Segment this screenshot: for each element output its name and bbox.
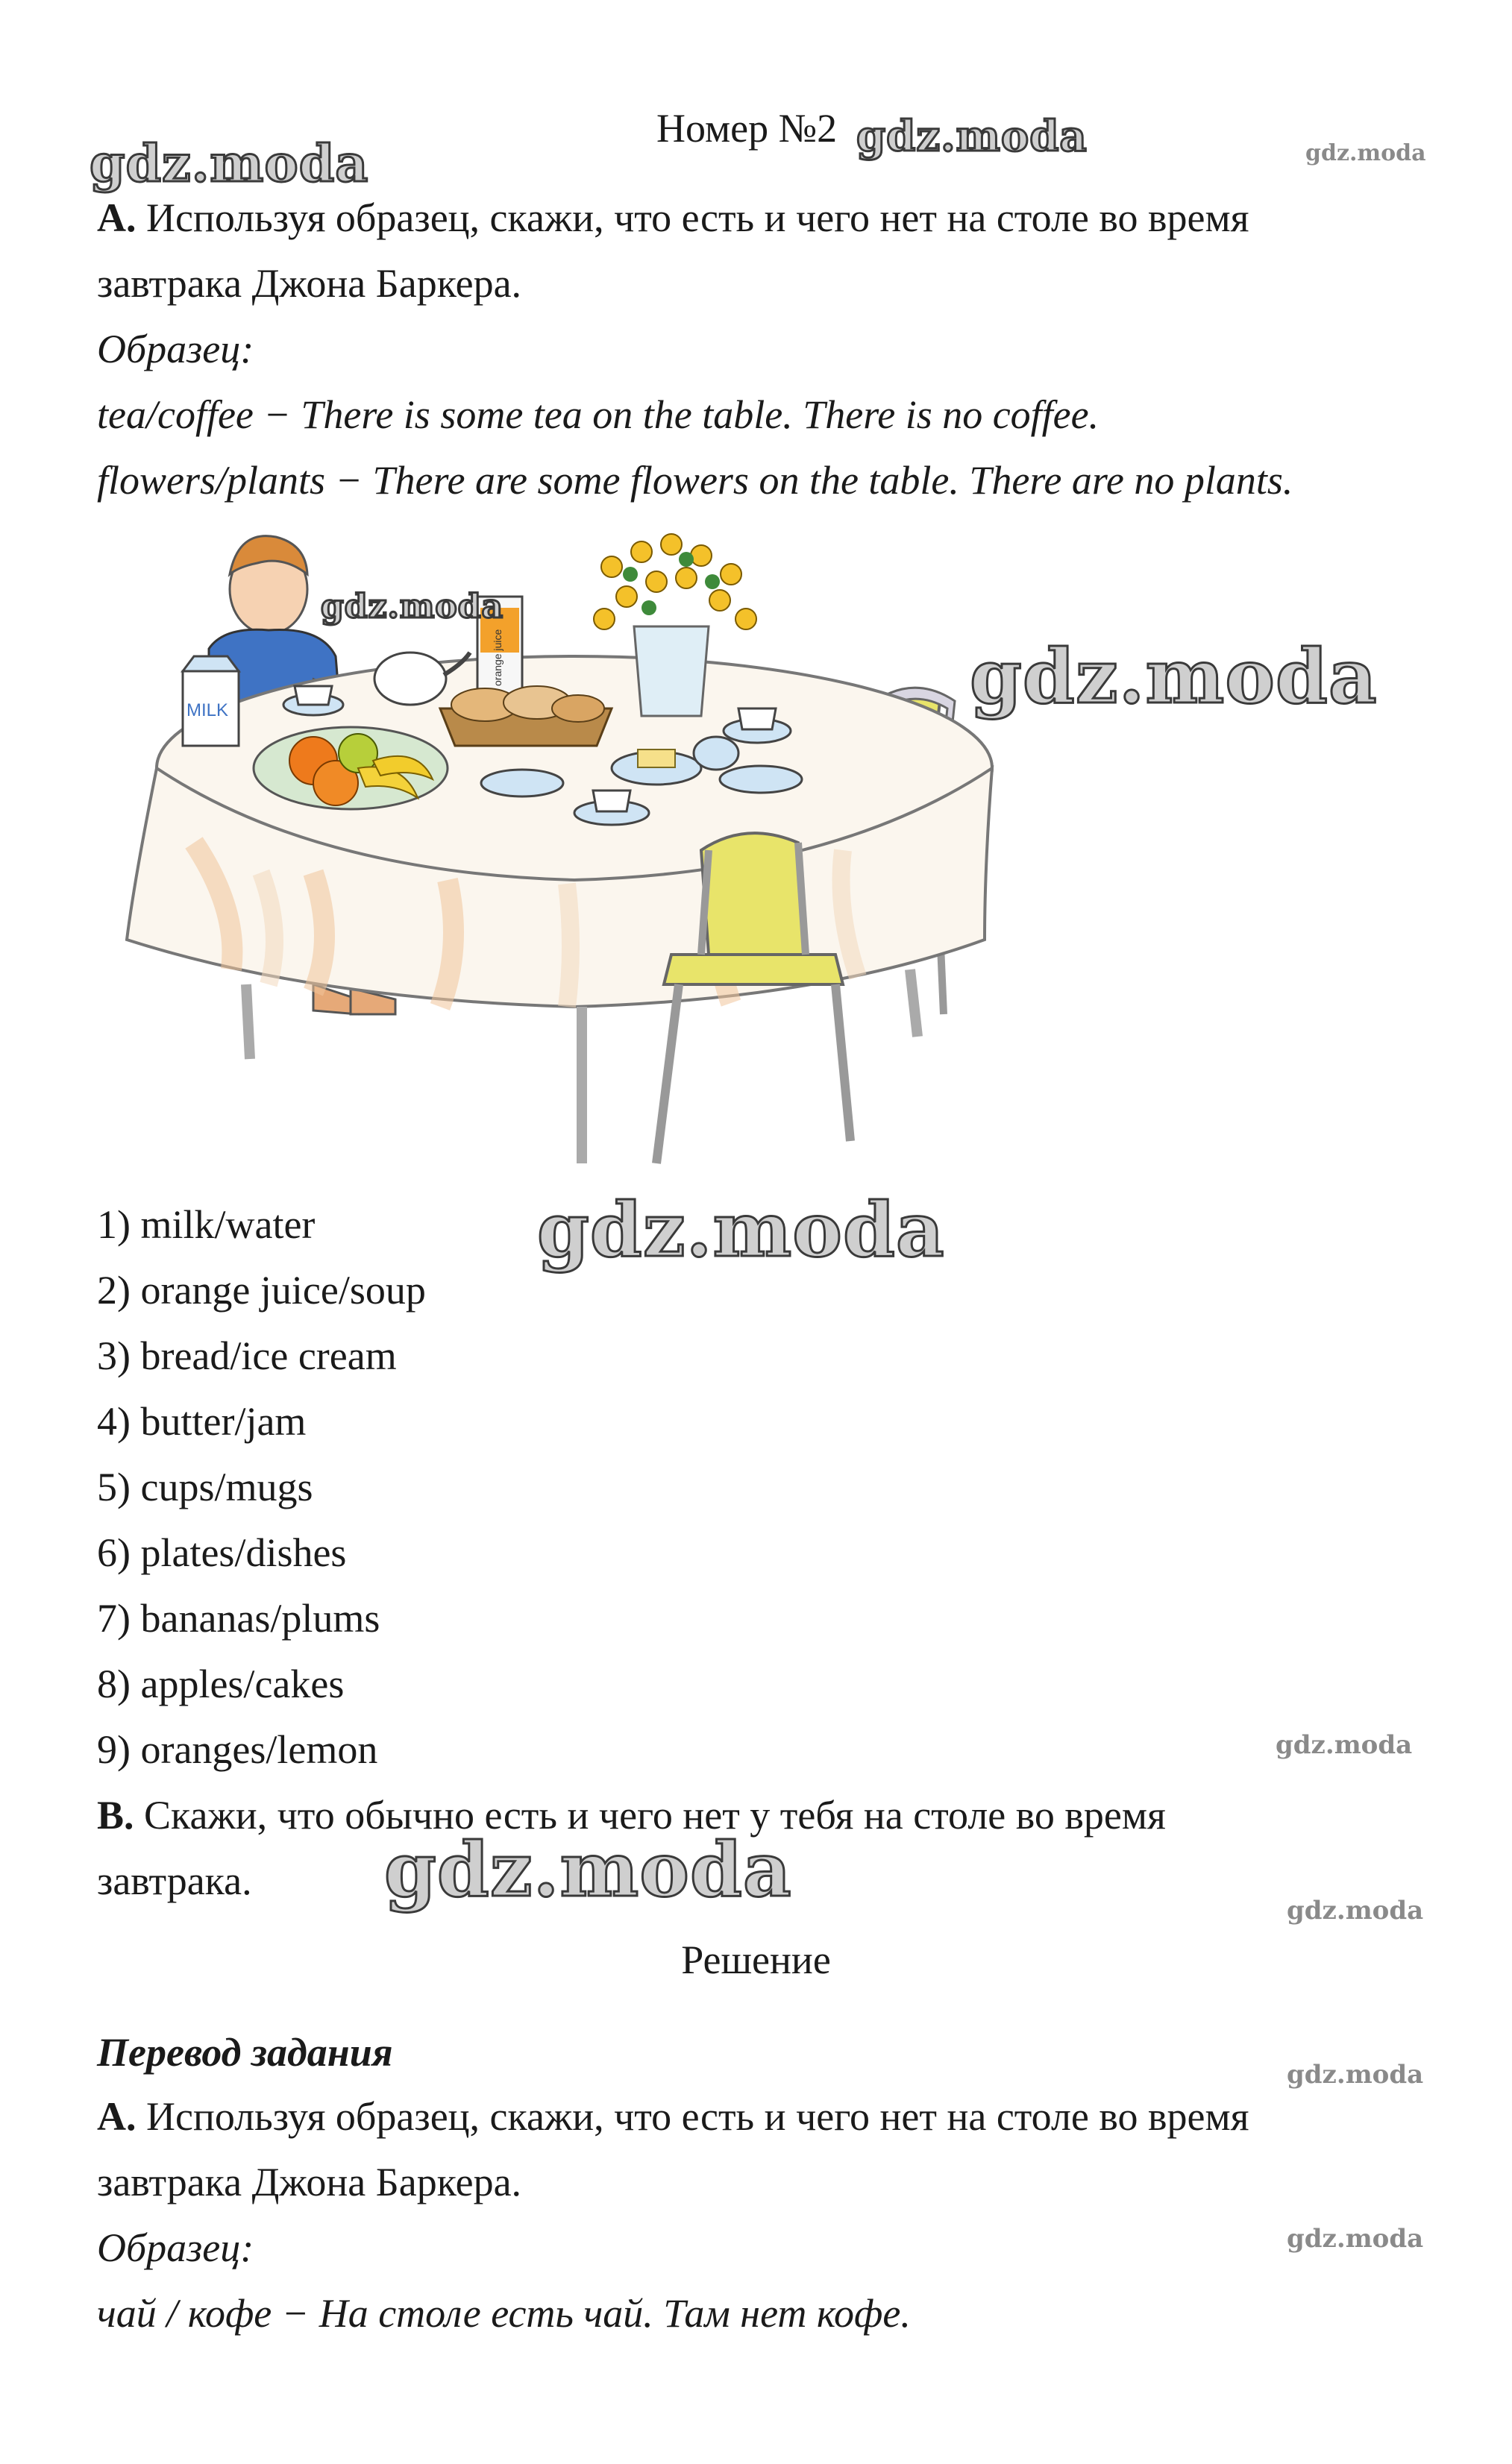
- task-b-line2: завтрака.: [97, 1858, 252, 1903]
- sample-line-2: flowers/plants − There are some flowers on the table. There are no plants.: [97, 458, 1293, 503]
- list-item: 6) plates/dishes: [97, 1530, 347, 1575]
- translation-label: А.: [97, 2094, 137, 2139]
- translation-sample-1: чай / кофе − На столе есть чай. Там нет кофе.: [97, 2291, 911, 2336]
- watermark: gdz.moda: [1276, 1730, 1413, 1760]
- task-a-line2: завтрака Джона Баркера.: [97, 261, 522, 306]
- translation-line1: [97, 2093, 1249, 2140]
- watermark: gdz.moda: [856, 112, 1088, 161]
- sample-label: Образец:: [97, 327, 254, 371]
- watermark: gdz.moda: [1305, 140, 1426, 166]
- watermark: gdz.moda: [537, 1186, 945, 1274]
- task-a-label: А.: [97, 195, 137, 240]
- translation-heading: Перевод задания: [97, 2030, 393, 2075]
- breakfast-table-illustration: [90, 522, 1029, 1178]
- list-item: 4) butter/jam: [97, 1399, 307, 1444]
- milk-carton: [183, 656, 239, 746]
- task-b-label: B.: [97, 1793, 134, 1838]
- list-item: 7) bananas/plums: [97, 1596, 380, 1641]
- translation-line2: завтрака Джона Баркера.: [97, 2160, 522, 2204]
- watermark: gdz.moda: [384, 1826, 792, 1914]
- watermark: gdz.moda: [90, 134, 369, 194]
- page-title: Номер №2: [656, 106, 838, 151]
- task-a-line1: [97, 194, 1249, 242]
- task-b-text: Скажи, что обычно есть и чего нет у тебя на столе во время: [144, 1793, 1166, 1838]
- list-item: 5) cups/mugs: [97, 1465, 313, 1509]
- milk-label: MILK: [186, 700, 229, 720]
- list-item: 1) milk/water: [97, 1202, 316, 1247]
- task-a-text: Используя образец, скажи, что есть и чего нет на столе во время: [146, 195, 1249, 240]
- list-item: 9) oranges/lemon: [97, 1727, 378, 1772]
- solution-heading: Решение: [681, 1937, 831, 1982]
- watermark: gdz.moda: [321, 588, 504, 626]
- juice-label: orange juice: [492, 629, 504, 686]
- watermark: gdz.moda: [1287, 1896, 1424, 1926]
- bread-basket: [440, 686, 612, 746]
- list-item: 2) orange juice/soup: [97, 1268, 426, 1313]
- sample-line-1: tea/coffee − There is some tea on the table. There is no coffee.: [97, 392, 1100, 437]
- watermark: gdz.moda: [1287, 2224, 1424, 2254]
- list-item: 3) bread/ice cream: [97, 1333, 397, 1378]
- watermark: gdz.moda: [970, 632, 1378, 720]
- watermark: gdz.moda: [1287, 2060, 1424, 2090]
- list-item: 8) apples/cakes: [97, 1662, 345, 1706]
- translation-text: Используя образец, скажи, что есть и чего нет на столе во время: [146, 2094, 1249, 2139]
- fruit-plate: [254, 727, 448, 809]
- translation-sample-label: Образец:: [97, 2225, 254, 2270]
